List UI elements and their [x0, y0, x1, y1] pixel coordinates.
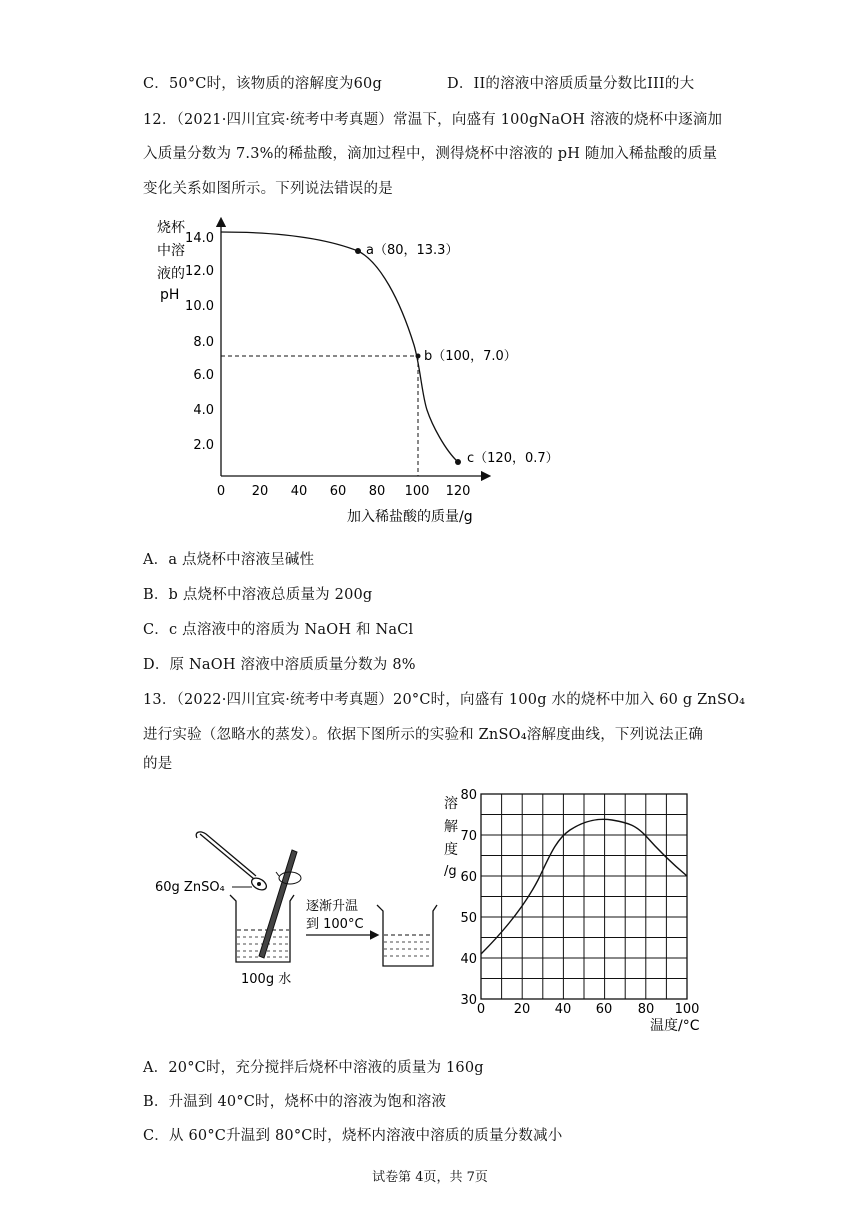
solubility-xtick: 60 [595, 1002, 613, 1017]
ph-chart [0, 205, 860, 535]
ph-ytick: 8.0 [193, 335, 214, 350]
solubility-xlabel: 温度/°C [650, 1018, 700, 1034]
solubility-ytick: 50 [460, 911, 477, 926]
solubility-xtick: 80 [637, 1002, 655, 1017]
ph-curve [221, 232, 458, 462]
ph-xtick: 0 [216, 484, 226, 499]
ph-chart-ylabel-1: 烧杯 [157, 220, 185, 236]
q12-option-c: C．c 点溶液中的溶质为 NaOH 和 NaCl [143, 622, 414, 638]
solubility-xtick: 20 [513, 1002, 531, 1017]
q13-option-b: B．升温到 40°C时，烧杯中的溶液为饱和溶液 [143, 1094, 447, 1110]
ph-ytick: 4.0 [193, 403, 214, 418]
solute-label: 60g ZnSO₄ [155, 880, 225, 895]
ph-xtick: 60 [329, 484, 347, 499]
solubility-ylabel-1: 溶 [444, 796, 458, 812]
ph-point-c-label: c（120，0.7） [467, 451, 559, 466]
arrow-label-1: 逐渐升温 [306, 899, 359, 914]
ph-ytick: 12.0 [185, 264, 214, 279]
solubility-xtick: 100 [674, 1002, 700, 1017]
ph-ytick: 2.0 [193, 438, 214, 453]
q12-stem-line-3: 变化关系如图所示。下列说法错误的是 [143, 181, 393, 197]
ph-chart-xlabel: 加入稀盐酸的质量/g [347, 509, 473, 525]
ph-chart-xticks [217, 484, 471, 499]
ph-point-b-label: b（100，7.0） [424, 349, 517, 364]
q12-option-d: D．原 NaOH 溶液中溶质质量分数为 8% [143, 657, 416, 673]
arrow-label-2: 到 100°C [306, 917, 364, 932]
water-label: 100g 水 [241, 972, 292, 987]
solubility-grid [481, 794, 687, 999]
q12-option-b: B．b 点烧杯中溶液总质量为 200g [143, 587, 373, 603]
solubility-ylabel-4: /g [444, 864, 457, 879]
ph-point-a-label: a（80，13.3） [366, 243, 459, 258]
solubility-ytick: 80 [460, 788, 477, 803]
solubility-ylabel-2: 解 [444, 819, 458, 835]
q13-stem-line-1: 13．（2022·四川宜宾·统考中考真题）20°C时，向盛有 100g 水的烧杯中加入 60 g ZnSO₄ [143, 692, 746, 708]
solubility-ytick: 40 [460, 952, 477, 967]
q13-stem-line-3: 的是 [143, 756, 173, 772]
q11-option-d: D．II的溶液中溶质质量分数比III的大 [447, 76, 695, 92]
ph-chart-ylabel-3: 液的 [157, 266, 185, 282]
solubility-xtick: 0 [476, 1002, 486, 1017]
ph-point-c [455, 459, 461, 465]
q12-stem-line-2: 入质量分数为 7.3%的稀盐酸，滴加过程中，测得烧杯中溶液的 pH 随加入稀盐酸的质量 [143, 146, 718, 162]
ph-ytick: 14.0 [185, 231, 214, 246]
ph-ytick: 6.0 [193, 368, 214, 383]
ph-xtick: 20 [251, 484, 269, 499]
q13-stem-line-2: 进行实验（忽略水的蒸发）。依据下图所示的实验和 ZnSO₄溶解度曲线，下列说法正确 [143, 727, 704, 743]
ph-chart-ylabel-2: 中溶 [157, 243, 185, 259]
solubility-ytick: 30 [460, 993, 477, 1008]
solubility-ytick: 60 [460, 870, 477, 885]
ph-xtick: 40 [290, 484, 308, 499]
solubility-ylabel-3: 度 [444, 842, 458, 858]
ph-ytick: 10.0 [185, 299, 214, 314]
ph-xtick: 80 [368, 484, 386, 499]
q13-option-c: C．从 60°C升温到 80°C时，烧杯内溶液中溶质的质量分数减小 [143, 1128, 563, 1144]
ph-chart-yticks [185, 231, 214, 453]
solubility-chart [0, 785, 860, 1035]
ph-xtick: 120 [445, 484, 471, 499]
solubility-xtick: 40 [554, 1002, 572, 1017]
ph-xtick: 100 [404, 484, 430, 499]
ph-point-a [355, 248, 361, 254]
q12-stem-line-1: 12．（2021·四川宜宾·统考中考真题）常温下，向盛有 100gNaOH 溶液的烧杯中逐滴加 [143, 112, 723, 128]
ph-point-b [416, 354, 421, 359]
q11-option-c: C．50°C时，该物质的溶解度为60g [143, 76, 382, 92]
page-footer: 试卷第 4页，共 7页 [372, 1170, 488, 1185]
ph-chart-ylabel-4: pH [160, 287, 180, 303]
q13-option-a: A．20°C时，充分搅拌后烧杯中溶液的质量为 160g [143, 1060, 484, 1076]
solubility-ytick: 70 [460, 829, 477, 844]
q12-option-a: A．a 点烧杯中溶液呈碱性 [143, 552, 315, 568]
